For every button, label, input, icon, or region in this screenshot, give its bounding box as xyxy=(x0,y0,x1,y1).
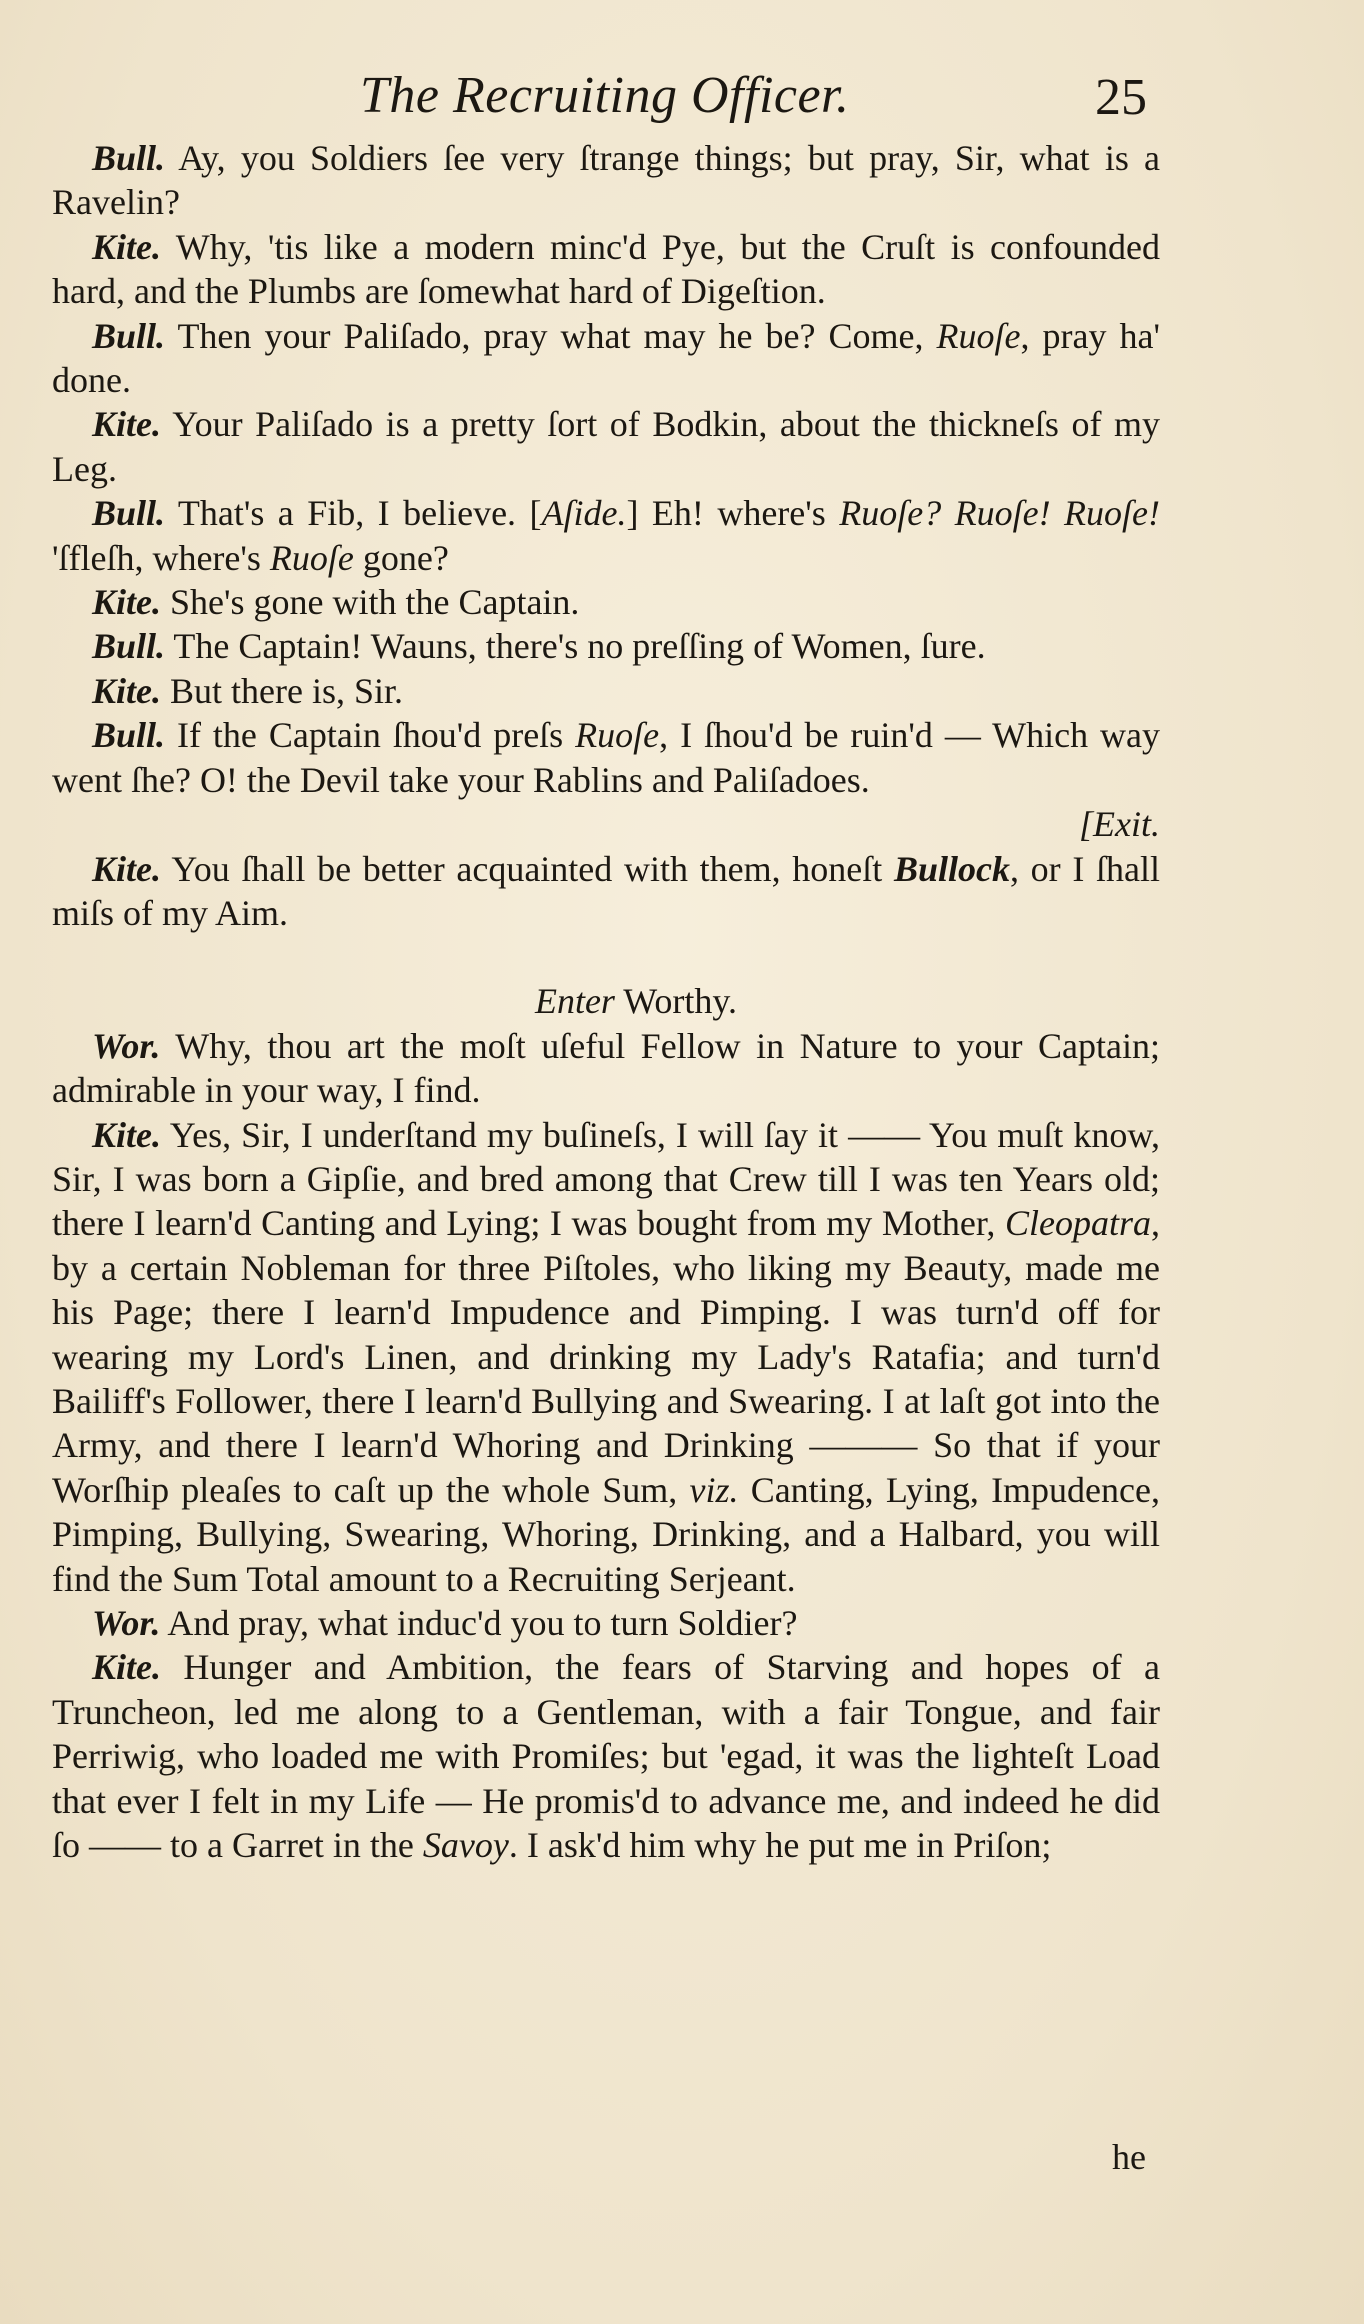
speaker: Kite. xyxy=(92,404,161,445)
speech-text: , I ſhou'd be ruin'd — Which way went ſhe? O! the Devil take your Rablins and Paliſadoes. xyxy=(52,715,1161,800)
speech xyxy=(52,669,1160,713)
speech-text: But there is, Sir. xyxy=(170,670,403,711)
speech-text: Canting, Lying, Impudence, Pimping, Bullying, Swearing, Whoring, Drinking, and a Halbard, you will find the Sum Total amount to a Recruiting Serjeant. xyxy=(52,1469,1160,1599)
speaker: Bull. xyxy=(92,493,166,534)
speech-text: Why, thou art the moſt uſeful Fellow in Nature to your Captain; admirable in your way, I find. xyxy=(52,1025,1161,1111)
speaker: Bull. xyxy=(92,138,166,178)
speaker: Kite. xyxy=(92,670,161,711)
speaker: Wor. xyxy=(92,1025,161,1066)
speaker: Wor. xyxy=(92,1603,161,1643)
speech-text: 'ſfleſh, where's xyxy=(52,537,270,578)
speaker: Kite. xyxy=(92,848,161,889)
speech-text: Then your Paliſado, pray what may he be? Come, xyxy=(177,315,937,356)
page-number: 25 xyxy=(1095,69,1147,126)
character-name: Ruoſe xyxy=(936,315,1021,356)
speaker: Bull. xyxy=(92,715,166,756)
character-name: Ruoſe xyxy=(575,715,660,756)
speech-text: Hunger and Ambition, the fears of Starving and hopes of a Truncheon, led me along to a Gentleman, with a fair Tongue, and fair Perriwig, who loaded me with Promiſes; but 'egad, it was the lighteſt Load that ever I felt in my Life — He promis'd to advance me, and indeed he did ſo —— to a Garret in the xyxy=(52,1647,1160,1866)
speech xyxy=(52,225,1160,314)
speech-text: , or I ſhall miſs of my Aim. xyxy=(52,848,1160,933)
speech-text: Ay, you Soldiers ſee very ſtrange things; but pray, Sir, what is a Ravelin? xyxy=(52,138,1161,223)
speech-text: She's gone with the Captain. xyxy=(170,582,580,623)
catchword: he xyxy=(1112,2137,1146,2177)
running-title: The Recruiting Officer. xyxy=(360,67,850,124)
speech xyxy=(52,402,1160,491)
entering-character: Worthy. xyxy=(623,981,738,1022)
stage-direction xyxy=(52,979,1160,1023)
speech xyxy=(52,1024,1160,1113)
speaker: Kite. xyxy=(92,582,161,623)
abbreviation: viz. xyxy=(689,1469,739,1510)
speech xyxy=(52,580,1160,624)
speech-text: Why, 'tis like a modern minc'd Pye, but the Cruſt is confounded hard, and the Plumbs are ſomewhat hard of Digeſtion. xyxy=(52,226,1160,312)
aside-direction: Aſide. xyxy=(541,493,627,534)
speech-text: ] Eh! where's xyxy=(626,493,840,534)
exit-direction: [Exit. xyxy=(1079,804,1160,845)
speech-text: If the Captain ſhou'd preſs xyxy=(177,715,576,756)
speech xyxy=(52,314,1160,403)
speech-text: . I ask'd him why he put me in Priſon; xyxy=(508,1825,1052,1866)
speech xyxy=(52,491,1160,580)
speaker: Kite. xyxy=(92,226,161,267)
speech xyxy=(52,136,1160,225)
speech xyxy=(52,1645,1160,1867)
speech xyxy=(52,713,1160,802)
character-name: Ruoſe xyxy=(269,537,354,578)
speech-text: And pray, what induc'd you to turn Soldier? xyxy=(167,1603,798,1643)
enter-word: Enter xyxy=(534,981,615,1022)
speaker: Bull. xyxy=(92,626,166,667)
character-name: Ruoſe? Ruoſe! Ruoſe! xyxy=(839,493,1161,534)
speech-text: Your Paliſado is a pretty ſort of Bodkin, about the thickneſs of my Leg. xyxy=(52,404,1160,489)
play-text xyxy=(52,136,1160,1867)
character-name: Bullock xyxy=(893,848,1010,889)
speech-text: You ſhall be better acquainted with them, honeſt xyxy=(171,848,894,889)
speech-text: gone? xyxy=(353,537,449,578)
speech-text: That's a Fib, I believe. [ xyxy=(177,493,542,534)
speech-text: Yes, Sir, I underſtand my buſineſs, I will ſay it —— You muſt know, Sir, I was born a Gipſie, and bred among that Crew till I was ten Years old; there I learn'd Canting and Lying; I was bought from my Mother, xyxy=(52,1114,1160,1244)
speech xyxy=(52,624,1160,668)
speech xyxy=(52,847,1160,936)
page-header xyxy=(0,66,1364,136)
character-name: Cleopatra xyxy=(1004,1203,1151,1244)
speaker: Kite. xyxy=(92,1114,161,1155)
speech xyxy=(52,1601,1160,1645)
speech xyxy=(52,1113,1160,1601)
speaker: Bull. xyxy=(92,315,166,356)
speech-text: The Captain! Wauns, there's no preſſing of Women, ſure. xyxy=(173,626,986,667)
speech-text: , by a certain Nobleman for three Piſtoles, who liking my Beauty, made me his Page; there I learn'd Impudence and Pimping. I was turn'd off for wearing my Lord's Linen, and drinking my Lady's Ratafia; and turn'd Bailiff's Follower, there I learn'd Bullying and Swearing. I at laſt got into the Army, and there I learn'd Whoring and Drinking ——— So that if your Worſhip pleaſes to caſt up the whole Sum, xyxy=(52,1203,1160,1510)
speaker: Kite. xyxy=(92,1647,161,1688)
place-name: Savoy xyxy=(422,1825,509,1866)
speech-text: , pray ha' done. xyxy=(52,315,1160,401)
